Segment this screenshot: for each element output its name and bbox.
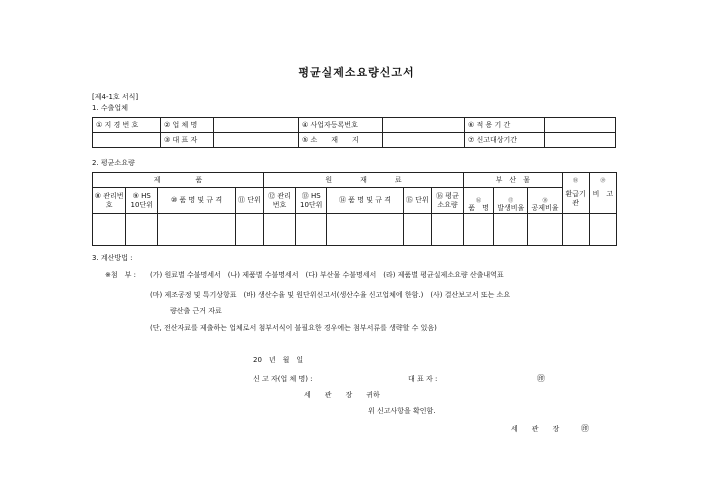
section-3-heading: 3. 계산방법 : [92,254,133,262]
field-company-name-value[interactable] [214,118,299,133]
field-business-reg-label: ④ 사업자등록번호 [299,118,383,133]
cell-input[interactable] [494,214,528,246]
attachment-line-3: 량산출 근거 자료 [170,307,222,315]
field-permit-no-label: ① 지 경 번 호 [93,118,161,133]
seal-icon: ㊞ [581,424,589,433]
col-generation-rate-label: 발생비율 [497,204,525,212]
col-product-hs: ⑨ HS 10단위 [126,188,158,214]
col-material-name-spec: ⑭ 품 명 및 규 격 [327,188,403,214]
average-requirement-table [92,172,617,246]
cell-input[interactable] [528,214,562,246]
mark-16: ⑯ [476,198,482,204]
cell-input[interactable] [263,214,295,246]
col-byproduct-name [464,188,494,214]
cell-input[interactable] [589,214,616,246]
footer-representative: 대 표 자 : [408,375,438,383]
cell-input[interactable] [126,214,158,246]
seal-icon: ㊞ [537,374,545,383]
field-company-name-label: ② 업 체 명 [161,118,214,133]
mark-17: ⑰ [508,198,514,204]
cell-input[interactable] [464,214,494,246]
attachment-note: (단, 전산자료를 제출하는 업체로서 첨부서식이 불필요한 경우에는 첨부서류를 생략할 수 있음) [150,324,437,332]
footer-date: 20 년 월 일 [253,356,304,364]
col-material-unit: ⑮ 단위 [403,188,431,214]
cell-input[interactable] [93,214,126,246]
col-deduction-rate-label: 공제비율 [531,204,559,212]
field-report-period-value[interactable] [545,133,616,148]
attachment-label: ※첨 부 : [105,271,136,279]
group-product-header: 제 품 [93,173,264,188]
cell-input[interactable] [403,214,431,246]
field-address-label: ⑤ 소 재 지 [299,133,383,148]
cell-input[interactable] [235,214,263,246]
group-byproduct-header: 부 산 물 [464,173,563,188]
field-representative-value[interactable] [214,133,299,148]
footer-addressee: 세 관 장 귀하 [304,391,380,399]
field-report-period-label: ⑦ 신고대상기간 [465,133,545,148]
col-generation-rate [494,188,528,214]
mark-18b: ⑱ [542,198,548,204]
cell-input[interactable] [431,214,463,246]
field-period-label: ⑥ 적 용 기 간 [465,118,545,133]
field-period-value[interactable] [545,118,616,133]
field-address-value[interactable] [383,133,465,148]
col-material-hs: ⑬ HS 10단위 [296,188,327,214]
footer-confirmation: 위 신고사항을 확인함. [368,407,436,415]
field-business-reg-value[interactable] [383,118,465,133]
cell-input[interactable] [327,214,403,246]
mark-18: ⑱ [573,178,579,184]
col-material-mgmt-no: ⑫ 관리번호 [263,188,295,214]
col-remarks-label: 비 고 [592,190,614,198]
section-1-heading: 1. 수출업체 [92,104,128,112]
attachment-line-1: (가) 원료별 수불명세서 (나) 제품별 수불명세서 (다) 부산물 수불명세서 (라) 제품별 평균실제소요량 산출내역표 [150,271,504,279]
footer-applicant: 신 고 자(업 체 명) : [253,375,313,383]
form-title: 평균실제소요량신고서 [298,66,415,79]
col-product-unit: ⑪ 단위 [235,188,263,214]
footer-customs-chief: 세 관 장 [511,425,560,433]
cell-input[interactable] [158,214,235,246]
field-permit-no-value[interactable] [93,133,161,148]
col-product-mgmt-no: ⑧ 관리번호 [93,188,126,214]
col-byproduct-name-label: 품 명 [468,204,489,212]
col-refund-agency-header [562,173,589,214]
col-refund-agency-label: 환급기관 [565,190,586,207]
cell-input[interactable] [296,214,327,246]
col-remarks-header [589,173,616,214]
section-2-heading: 2. 평균소요량 [92,159,135,167]
mark-19: ⑲ [600,178,606,184]
attachment-line-2: (마) 제조공정 및 특기상항표 (바) 생산수율 및 원단위신고서(생산수율 신고업체에 한함.) (사) 결산보고서 또는 소요 [150,291,511,299]
exporter-table [92,117,616,148]
cell-input[interactable] [562,214,589,246]
group-material-header: 원 재 료 [263,173,463,188]
col-avg-requirement: ⑯ 평균소요량 [431,188,463,214]
col-deduction-rate [528,188,562,214]
field-representative-label: ③ 대 표 자 [161,133,214,148]
col-product-name-spec: ⑩ 품 명 및 규 격 [158,188,235,214]
form-number: [제4-1호 서식] [92,93,139,101]
